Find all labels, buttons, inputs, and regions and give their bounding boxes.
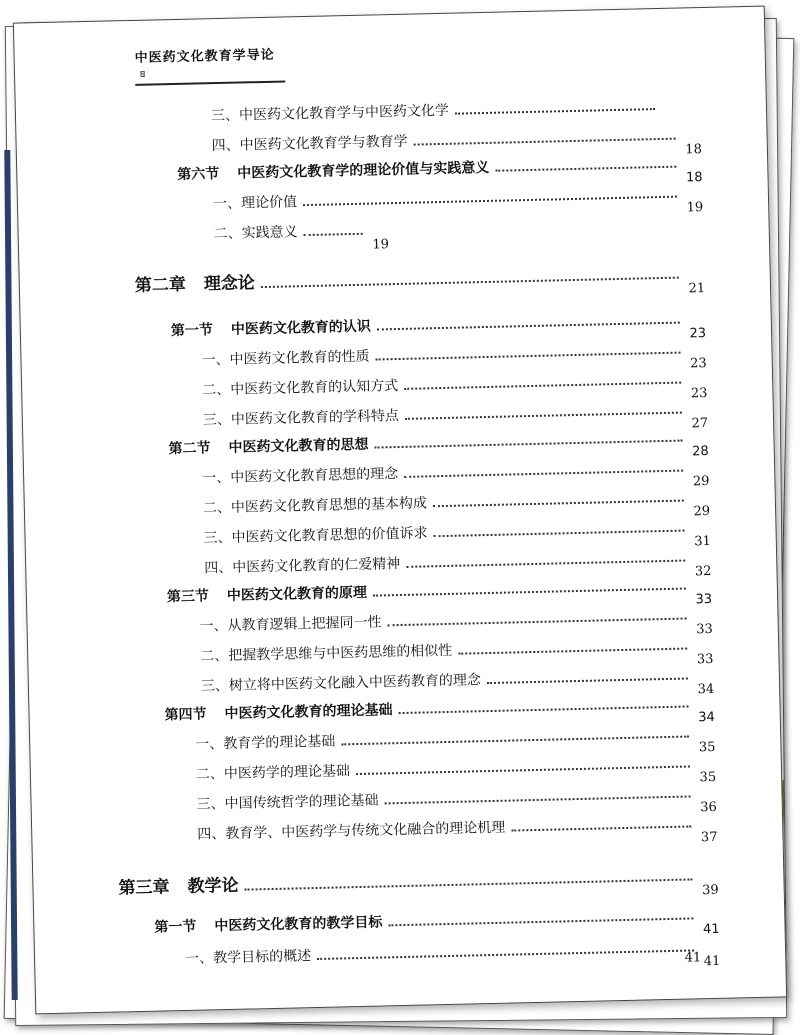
dot-leader xyxy=(433,500,684,508)
toc-section xyxy=(164,692,714,724)
toc-section-label: 第一节 中医药文化教育的教学目标 xyxy=(154,914,383,936)
toc-section-label: 第一节 中医药文化教育的认识 xyxy=(170,318,372,340)
toc-section xyxy=(177,152,702,184)
toc-entry-label: 二、实践意义 xyxy=(213,224,298,243)
toc-entry-page: 32 xyxy=(694,563,712,580)
toc-entry xyxy=(213,219,390,253)
dot-leader xyxy=(458,648,687,655)
toc-entry-label: 一、理论价值 xyxy=(212,194,298,213)
dot-leader xyxy=(388,917,693,926)
toc-entry xyxy=(202,456,710,490)
dot-leader xyxy=(434,530,685,538)
dot-leader xyxy=(487,678,688,685)
toc-entry-page: 41 xyxy=(703,953,721,970)
toc-entry xyxy=(212,182,704,216)
toc-entry-label: 四、中医药文化教育学与教育学 xyxy=(211,133,408,155)
toc-entry-page: 29 xyxy=(693,503,711,520)
toc-entry-label: 四、中医药文化教育的仁爱精神 xyxy=(204,556,401,577)
toc-entry xyxy=(202,398,709,432)
toc-section xyxy=(171,308,706,340)
toc-trailing-page xyxy=(675,950,720,966)
toc-entry-page: 29 xyxy=(692,473,710,490)
running-header-title: 中医药文化教育学导论 xyxy=(134,47,275,66)
toc-entry xyxy=(199,604,712,636)
toc-entry xyxy=(203,516,711,550)
toc-entry xyxy=(202,486,711,520)
toc-entry-label: 二、中医药学的理论基础 xyxy=(195,763,351,783)
toc-entry xyxy=(197,812,717,844)
toc-entry-page: 33 xyxy=(695,591,713,608)
toc-entry-label: 三、中国传统哲学的理论基础 xyxy=(196,792,379,813)
dot-leader xyxy=(245,878,693,890)
toc-section xyxy=(154,904,719,937)
dot-leader xyxy=(399,706,689,715)
toc-entry xyxy=(185,936,720,968)
toc-entry-page: 35 xyxy=(699,769,717,786)
dot-leader xyxy=(455,108,655,115)
dot-leader xyxy=(304,233,363,236)
dot-leader xyxy=(261,277,679,288)
toc-entry-page: 37 xyxy=(700,829,718,846)
dot-leader xyxy=(404,382,681,390)
toc-entry-page: 23 xyxy=(690,385,708,402)
toc-section-label: 第二节 中医药文化教育的思想 xyxy=(168,436,369,458)
toc-chapter xyxy=(135,258,705,296)
toc-entry-page: 35 xyxy=(698,739,716,756)
dot-leader xyxy=(341,735,689,745)
toc-entry xyxy=(211,95,681,126)
toc-entry-label: 一、从教育逻辑上把握同一性 xyxy=(199,614,382,635)
dot-leader xyxy=(376,352,681,361)
toc-entry-page: 27 xyxy=(691,415,709,432)
toc-entry-page: 33 xyxy=(696,621,713,638)
dot-leader xyxy=(373,588,686,597)
toc-entry-label: 二、中医药文化教育的认知方式 xyxy=(202,378,399,399)
dot-leader xyxy=(414,138,676,146)
toc-section xyxy=(168,426,708,458)
toc-entry xyxy=(211,124,703,158)
toc-section-label: 第三节 中医药文化教育的原理 xyxy=(166,584,368,606)
toc-entry-label: 三、中医药文化教育学与中医药文化学 xyxy=(210,102,450,125)
dot-leader xyxy=(511,825,691,831)
toc-entry xyxy=(196,782,716,814)
dot-leader xyxy=(377,322,680,331)
toc-entry xyxy=(202,368,708,402)
dot-leader xyxy=(356,765,690,775)
dot-leader xyxy=(375,440,683,449)
toc-entry-label: 四、教育学、中医药学与传统文化融合的理论机理 xyxy=(197,819,506,843)
toc-entry-page: 39 xyxy=(701,882,719,899)
toc-entry-label: 二、中医药文化教育思想的基本构成 xyxy=(202,495,428,517)
toc-entry-page: 33 xyxy=(696,651,714,668)
toc-page xyxy=(13,6,787,1015)
toc-entry-label: 三、中医药文化教育的学科特点 xyxy=(202,408,400,429)
toc-entry-page: 23 xyxy=(690,356,707,372)
toc-entry-page: 23 xyxy=(689,326,707,342)
dot-leader xyxy=(406,560,685,568)
toc-entry-page: 18 xyxy=(685,142,703,158)
toc-entry-page: 36 xyxy=(700,799,717,816)
toc-entry xyxy=(196,752,716,784)
running-header xyxy=(134,44,285,86)
dot-leader xyxy=(404,470,683,478)
toc-section-label: 第四节 中医药文化教育的理论基础 xyxy=(164,702,393,724)
toc-entry-page: 34 xyxy=(697,681,715,698)
toc-entry-label: 一、教育学的理论基础 xyxy=(195,733,336,753)
toc-entry xyxy=(204,546,712,580)
toc-entry-label: 二、把握教学思维与中医药思维的相似性 xyxy=(200,642,453,665)
toc-entry-page: 19 xyxy=(686,200,704,216)
toc-entry-label: 三、树立将中医药文化融入中医药教育的理念 xyxy=(200,672,482,695)
dot-leader xyxy=(385,795,691,804)
toc-entry-page: 41 xyxy=(684,950,702,966)
toc-entry-page: 34 xyxy=(698,709,715,726)
toc-section xyxy=(167,574,712,606)
dot-leader xyxy=(405,412,682,420)
toc-entry xyxy=(201,664,714,696)
toc-chapter-label: 第二章 理念论 xyxy=(134,273,256,296)
toc-chapter-label: 第三章 教学论 xyxy=(118,875,239,899)
toc-entry-page: 28 xyxy=(692,443,709,460)
toc-entry-page: 21 xyxy=(688,281,706,297)
toc-entry-label: 一、中医药文化教育思想的理念 xyxy=(202,466,399,487)
toc-entry xyxy=(195,722,715,754)
toc-chapter xyxy=(118,860,718,899)
toc-entry-label: 一、中医药文化教育的性质 xyxy=(201,348,370,369)
toc-entry-page: 19 xyxy=(372,237,390,253)
toc-entry-label: 一、教学目标的概述 xyxy=(184,948,312,967)
toc-entry-page: 41 xyxy=(702,921,720,938)
toc-entry xyxy=(200,634,713,666)
dot-leader xyxy=(388,618,687,627)
dot-leader xyxy=(303,196,677,206)
toc-section-label: 第六节 中医药文化教育学的理论价值与实践意义 xyxy=(177,159,490,183)
toc-entry-page: 18 xyxy=(685,170,703,186)
dot-leader xyxy=(495,166,676,172)
running-header-mark: ㄖ xyxy=(137,69,149,80)
dot-leader xyxy=(317,949,694,960)
toc-entry-label: 三、中医药文化教育思想的价值诉求 xyxy=(203,525,428,547)
toc-entry-page: 31 xyxy=(694,533,711,550)
toc-entry xyxy=(201,338,707,372)
